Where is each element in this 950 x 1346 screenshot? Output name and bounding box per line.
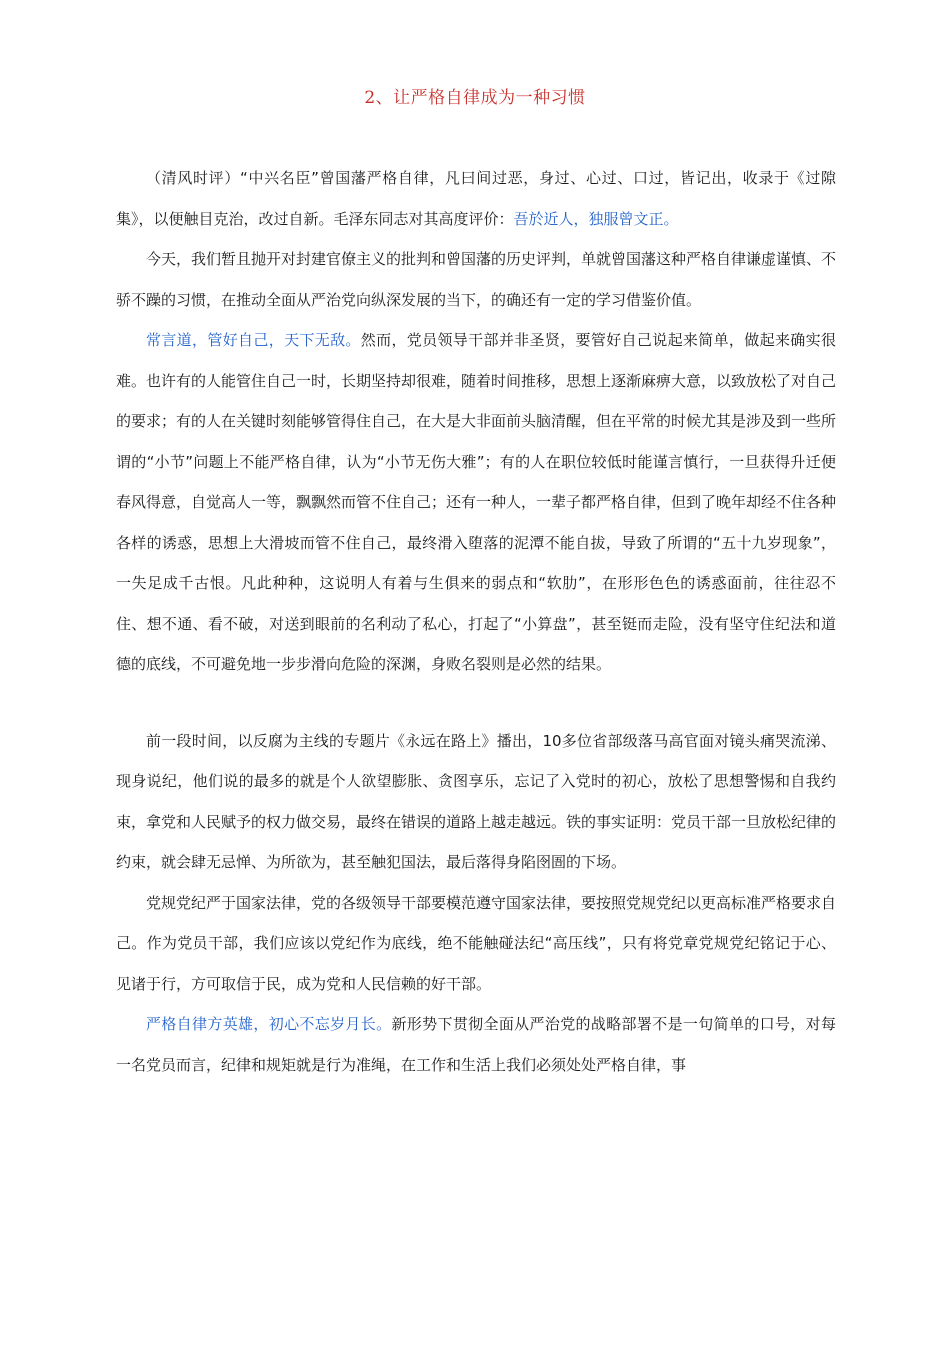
lead-highlight: 常言道，管好自己，天下无敌。: [146, 331, 361, 349]
paragraph-1: [116, 158, 836, 239]
article-body: [116, 158, 836, 1085]
paragraph-text: 然而，党员领导干部并非圣贤，要管好自己说起来简单，做起来确实很难。也许有的人能管住自己一时，长期坚持却很难，随着时间推移，思想上逐渐麻痹大意，以致放松了对自己的要求；有的人在关键时刻能够管得住自己，在大是大非面前头脑清醒，但在平常的时候尤其是涉及到一些所谓的“小节”问题上不能严格自律，认为“小节无伤大雅”；有的人在职位较低时能谨言慎行，一旦获得升迁便春风得意，自觉高人一等，飘飘然而管不住自己；还有一种人，一辈子都严格自律，但到了晚年却经不住各种各样的诱惑，思想上大滑坡而管不住自己，最终滑入堕落的泥潭不能自拔，导致了所谓的“五十九岁现象”，一失足成千古恨。凡此种种，这说明人有着与生俱来的弱点和“软肋”，在形形色色的诱惑面前，往往忍不住、想不通、看不破，对送到眼前的名利动了私心，打起了“小算盘”，甚至铤而走险，没有坚守住纪法和道德的底线，不可避免地一步步滑向危险的深渊，身败名裂则是必然的结果。: [116, 331, 837, 673]
paragraph-2: [116, 239, 836, 320]
paragraph-text: 前一段时间，以反腐为主线的专题片《永远在路上》播出，10多位省部级落马高官面对镜头痛哭流涕、现身说纪，他们说的最多的就是个人欲望膨胀、贪图享乐，忘记了入党时的初心，放松了思想警惕和自我约束，拿党和人民赋予的权力做交易，最终在错误的道路上越走越远。铁的事实证明：党员干部一旦放松纪律的约束，就会肆无忌惮、为所欲为，甚至触犯国法，最后落得身陷囹圄的下场。: [116, 731, 837, 871]
paragraph-text: 今天，我们暂且抛开对封建官僚主义的批判和曾国藩的历史评判，单就曾国藩这种严格自律谦虚谨慎、不骄不躁的习惯，在推动全面从严治党向纵深发展的当下，的确还有一定的学习借鉴价值。: [116, 250, 837, 309]
quote-highlight: 吾於近人，独服曾文正。: [513, 209, 679, 228]
paragraph-5: [116, 883, 836, 1005]
paragraph-text: 新形势下贯彻全面从严治党的战略部署不是一句简单的口号，对每一名党员而言，纪律和规矩就是行为准绳，在工作和生活上我们必须处处严格自律，事: [116, 1015, 836, 1074]
paragraph-6: [116, 1004, 836, 1085]
paragraph-spacer: [116, 685, 836, 721]
paragraph-3: [116, 320, 836, 685]
page-title: 2、让严格自律成为一种习惯: [364, 88, 586, 108]
paragraph-text: 党规党纪严于国家法律，党的各级领导干部要模范遵守国家法律，要按照党规党纪以更高标准严格要求自己。作为党员干部，我们应该以党纪作为底线，绝不能触碰法纪“高压线”，只有将党章党规党纪铭记于心、见诸于行，方可取信于民，成为党和人民信赖的好干部。: [116, 893, 837, 993]
lead-highlight: 严格自律方英雄，初心不忘岁月长。: [146, 1015, 392, 1033]
paragraph-text: （清风时评）“中兴名臣”曾国藩严格自律，凡曰间过恶，身过、心过、口过，皆记出，收录于《过隙集》，以便触目克治，改过自新。毛泽东同志对其高度评价：: [116, 169, 836, 228]
paragraph-4: [116, 721, 836, 883]
